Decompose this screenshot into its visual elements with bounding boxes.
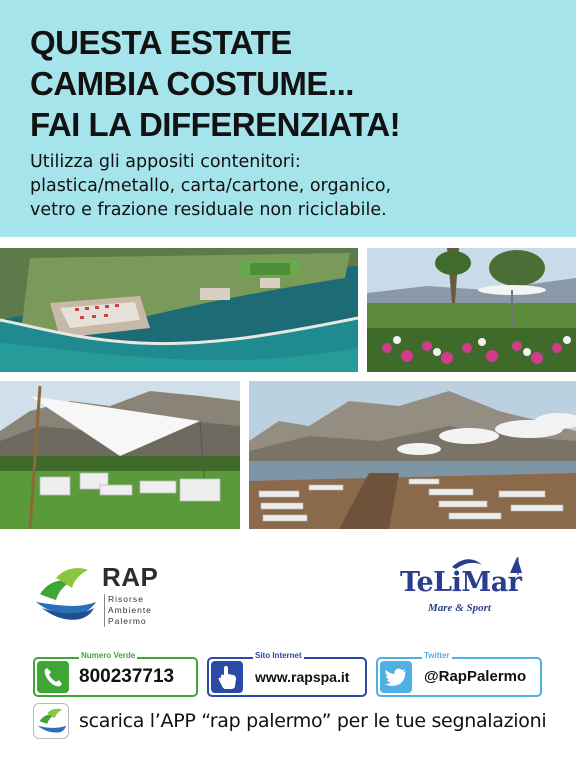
headline <box>30 22 550 145</box>
twitter-handle[interactable]: @RapPalermo <box>424 668 527 685</box>
twitter-bird-icon <box>380 661 412 693</box>
phone-number[interactable]: 800237713 <box>79 666 175 687</box>
headline-line: CAMBIA COSTUME... <box>30 65 354 102</box>
website-label: Sito Internet <box>255 651 302 660</box>
app-download-row[interactable] <box>33 703 553 743</box>
rap-subtitle-line: Ambiente <box>108 605 152 615</box>
phone-icon <box>37 661 69 693</box>
photo-pier-sunbeds <box>249 381 576 529</box>
phone-contact-box[interactable] <box>33 651 198 697</box>
telimar-logo <box>400 555 545 625</box>
hand-leaf-icon <box>34 564 98 624</box>
website-contact-box[interactable] <box>207 651 367 697</box>
rap-subtitle-line: Palermo <box>108 616 147 626</box>
photo-flower-garden <box>367 248 576 372</box>
headline-line: QUESTA ESTATE <box>30 24 292 61</box>
headline-line: FAI LA DIFFERENZIATA! <box>30 106 401 143</box>
instructions-text <box>30 150 560 222</box>
photo-lounge-area <box>0 381 240 529</box>
app-download-text: scarica l’APP “rap palermo” per le tue segnalazioni <box>79 710 547 732</box>
header-band <box>0 0 576 237</box>
hand-pointer-icon <box>211 661 243 693</box>
photo-aerial-coastline <box>0 248 358 372</box>
twitter-label: Twitter <box>424 651 450 660</box>
telimar-tagline: Mare & Sport <box>428 602 491 614</box>
rap-name: RAP <box>102 562 159 592</box>
website-link[interactable]: www.rapspa.it <box>255 669 350 685</box>
subtext-line: vetro e frazione residuale non riciclabile. <box>30 200 387 220</box>
rap-app-icon[interactable] <box>33 703 69 739</box>
rap-logo <box>34 560 214 640</box>
telimar-name: TeLiMar <box>400 567 522 598</box>
subtext-line: plastica/metallo, carta/cartone, organico, <box>30 176 392 196</box>
phone-label: Numero Verde <box>81 651 136 660</box>
subtext-line: Utilizza gli appositi contenitori: <box>30 152 301 172</box>
rap-subtitle-line: Risorse <box>108 594 144 604</box>
twitter-contact-box[interactable] <box>376 651 542 697</box>
rap-subtitle <box>104 594 152 627</box>
